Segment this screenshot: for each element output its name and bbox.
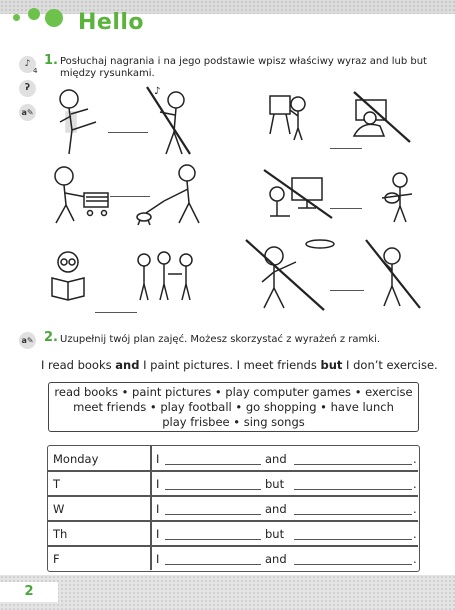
- example-and: and: [115, 358, 140, 372]
- answer-blank[interactable]: [165, 539, 261, 540]
- full-stop: .: [413, 552, 417, 566]
- word-box-line: play frisbee • sing songs: [162, 415, 305, 429]
- write-icon: a✎: [19, 332, 36, 349]
- audio-track-number: 4: [33, 67, 38, 75]
- reading-friends-picture: [44, 248, 219, 306]
- svg-text:♪: ♪: [154, 86, 161, 97]
- page-number: 2: [0, 582, 58, 602]
- table-row: [48, 446, 418, 471]
- answer-blank[interactable]: [165, 564, 261, 565]
- answer-blank[interactable]: [294, 564, 412, 565]
- answer-blank[interactable]: [330, 290, 364, 291]
- answer-blank[interactable]: [294, 489, 412, 490]
- answer-blank[interactable]: [294, 514, 412, 515]
- example-text: I read books: [41, 358, 116, 372]
- conjunction: and: [265, 552, 287, 566]
- instruction-line: między rysunkami.: [60, 68, 155, 79]
- day-label: W: [53, 502, 65, 516]
- audio-icon: ♪: [19, 56, 36, 73]
- pronoun: I: [156, 502, 160, 516]
- page-title: Hello: [78, 10, 145, 35]
- word-box: [48, 382, 419, 432]
- decor-dot: [13, 14, 20, 21]
- table-row: [48, 471, 418, 496]
- answer-blank[interactable]: [294, 539, 412, 540]
- day-label: T: [53, 477, 61, 491]
- footer-band: [0, 575, 455, 610]
- word-box-line: meet friends • play football • go shopping • have lunch: [73, 400, 394, 414]
- listen-icon: ʔ: [19, 80, 36, 97]
- word-box-line: read books • paint pictures • play computer games • exercise: [54, 385, 413, 399]
- pronoun: I: [156, 552, 160, 566]
- table-row: [48, 546, 418, 571]
- decor-dot: [45, 9, 63, 27]
- answer-blank[interactable]: [110, 196, 150, 197]
- decor-dot: [28, 8, 40, 20]
- full-stop: .: [413, 502, 417, 516]
- exercise-number: 1.: [44, 53, 58, 68]
- exercise-instruction: Uzupełnij twój plan zajęć. Możesz skorzystać z wyrażeń z ramki.: [60, 334, 381, 345]
- pronoun: I: [156, 527, 160, 541]
- pronoun: I: [156, 452, 160, 466]
- table-row: [48, 496, 418, 521]
- plan-table: [47, 445, 420, 572]
- answer-blank[interactable]: [330, 148, 362, 149]
- table-row: [48, 521, 418, 546]
- full-stop: .: [413, 527, 417, 541]
- exercise-instruction: [60, 56, 427, 80]
- full-stop: .: [413, 477, 417, 491]
- pronoun: I: [156, 477, 160, 491]
- header-strip: [0, 14, 455, 36]
- conjunction: and: [265, 452, 287, 466]
- answer-blank[interactable]: [95, 312, 137, 313]
- karate-music-picture: [52, 82, 192, 160]
- instruction-line: Posłuchaj nagrania i na jego podstawie wpisz właściwy wyraz and lub but: [60, 56, 427, 67]
- answer-blank[interactable]: [330, 208, 362, 209]
- conjunction: but: [265, 477, 285, 491]
- write-icon: a✎: [19, 104, 36, 121]
- day-label: F: [53, 552, 60, 566]
- example-text: I paint pictures. I meet friends: [139, 358, 321, 372]
- day-label: Th: [53, 527, 68, 541]
- full-stop: .: [413, 452, 417, 466]
- conjunction: and: [265, 502, 287, 516]
- answer-blank[interactable]: [165, 514, 261, 515]
- answer-blank[interactable]: [165, 489, 261, 490]
- frisbee-singing-picture: [244, 236, 424, 312]
- paint-tv-picture: [262, 90, 422, 150]
- answer-blank[interactable]: [108, 132, 148, 133]
- example-text: I don’t exercise.: [342, 358, 438, 372]
- example-but: but: [320, 358, 343, 372]
- computer-guitar-picture: [262, 168, 422, 226]
- conjunction: but: [265, 527, 285, 541]
- answer-blank[interactable]: [294, 464, 412, 465]
- answer-blank[interactable]: [165, 464, 261, 465]
- example-sentences: [41, 358, 438, 372]
- day-label: Monday: [53, 452, 99, 466]
- exercise-number: 2.: [44, 330, 58, 345]
